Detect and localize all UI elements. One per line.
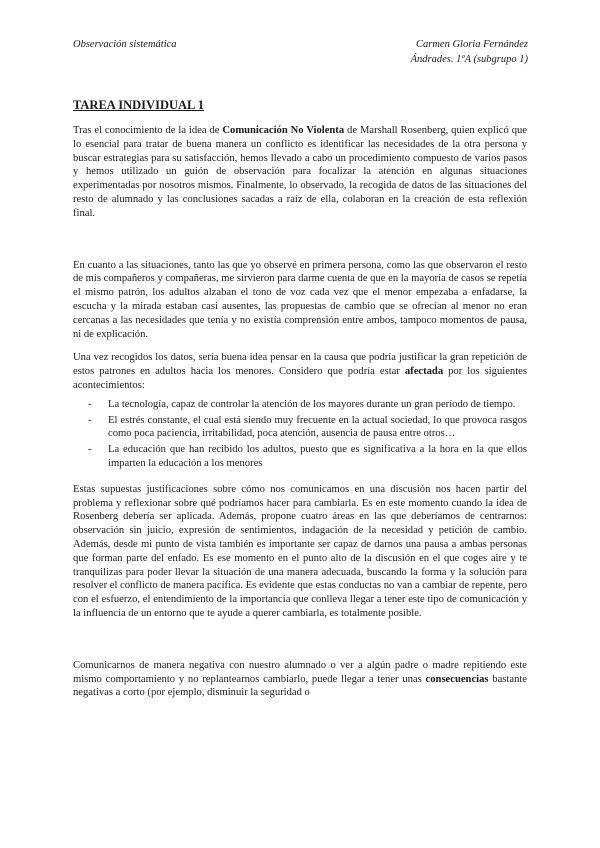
causes-list <box>73 398 527 471</box>
paragraph-intro-bold: Comunicación No Violenta <box>222 125 345 136</box>
paragraph-causes-text-2: por los siguientes acontecimientos: <box>73 366 527 391</box>
paragraph-intro <box>73 124 527 221</box>
paragraph-consequences-text-2: bastante negativas a corto (por ejemplo, disminuir la seguridad o <box>73 673 528 699</box>
list-item <box>73 414 527 442</box>
paragraph-consequences-text-1: Comunicarnos de manera negativa con nuestro alumnado o ver a algún padre o madre repitiendo este mismo comportamiento y no replantearnos cambiarlo, puede llegar a tener unas <box>73 659 527 685</box>
list-item <box>73 443 527 471</box>
paragraph-intro-text-2: de Marshall Rosenberg, quien explicó que lo esencial para tratar de buena manera un conflicto es identificar las necesidades de la otra persona y buscar estrategias para su satisfacción, hemos llevado a cabo un procedimiento compuesto de varios pasos y hemos utilizado un guión de observación para focalizar la atención en algunas situaciones experimentadas por nosotros mismos. Finalmente, lo observado, la recogida de datos de las situaciones del resto de alumnado y las conclusiones sacadas a raíz de ella, colaboran en la creación de esta reflexión final. <box>73 125 527 219</box>
paragraph-causes-text-1: Una vez recogidos los datos, sería buena idea pensar en la causa que podría justificar la gran repetición de estos patrones en adultos hacia los menores. Considero que podría estar <box>73 352 527 378</box>
document-body <box>73 98 527 700</box>
list-item-text: El estrés constante, el cual está siendo muy frecuente en la actual sociedad, lo que provoca rasgos como poca paciencia, irritabilidad, poca atención, ausencia de pausa entre otros… <box>108 414 527 440</box>
list-item <box>73 398 527 412</box>
paragraph-consequences-bold: consecuencias <box>425 673 489 685</box>
paragraph-consequences <box>73 659 527 700</box>
header-author-group: Ándrades. 1ºA (subgrupo 1) <box>410 54 528 65</box>
paragraph-intro-text-1: Tras el conocimiento de la idea de <box>73 125 223 136</box>
list-bullet: - <box>88 414 92 426</box>
paragraph-reflection: Estas supuestas justificaciones sobre cómo nos comunicamos en una discusión nos hacen partir del problema y reflexionar sobre qué podríamos hacer para cambiarla. Es en este momento cuando la idea de Rosenberg debería ser aplicada. Además, propone cuatro áreas en las que deberíamos de centrarnos: observación sin juicio, expresión de sentimientos, indagación de la necesidad y petición de cambio. Además, desde mi punto de vista también es importante ser capaz de darnos una pausa a ambas personas que forman parte del enfado. Es ese momento en el punto alto de la discusión en el que coges aire y te tranquilizas para poder llevar la situación de una manera adecuada, buscando la forma y la solución para resolver el conflicto de manera pacífica. Es evidente que estas conductas no van a cambiar de repente, pero con el esfuerzo, el entendimiento de la importancia que conlleva llegar a tener este tipo de comunicación y la influencia de un entorno que te ayude a querer cambiarla, es totalmente posible. <box>73 483 527 619</box>
header-author-name: Carmen Gloria Fernández <box>416 39 528 50</box>
list-item-text: La educación que han recibido los adultos, puesto que es significativa a la hora en la que ellos imparten la educación a los menores <box>108 444 527 469</box>
list-item-text: La tecnología, capaz de controlar la atención de los mayores durante un gran período de tiempo. <box>108 398 516 410</box>
paragraph-causes-bold: afectada <box>404 366 444 378</box>
list-bullet: - <box>88 444 92 456</box>
paragraph-situations: En cuanto a las situaciones, tanto las que yo observé en primera persona, como las que observaron el resto de mis compañeros y compañeras, me sirvieron para darme cuenta de que en la mayoría de casos se repetía el mismo patrón, los adultos alzaban el tono de voz cada vez que el menor empezaba a enfadarse, la escucha y la mirada estaban casi ausentes, las propuestas de cambio que se ofrecían al menor no eran cercanas a las necesidades que tenía y no existía comprensión entre ambos, tampoco momentos de pausa, ni de explicación. <box>73 259 527 340</box>
document-title: TAREA INDIVIDUAL 1 <box>73 98 205 112</box>
header-subject: Observación sistemática <box>73 39 177 50</box>
list-bullet: - <box>88 398 92 410</box>
paragraph-causes <box>73 351 527 392</box>
